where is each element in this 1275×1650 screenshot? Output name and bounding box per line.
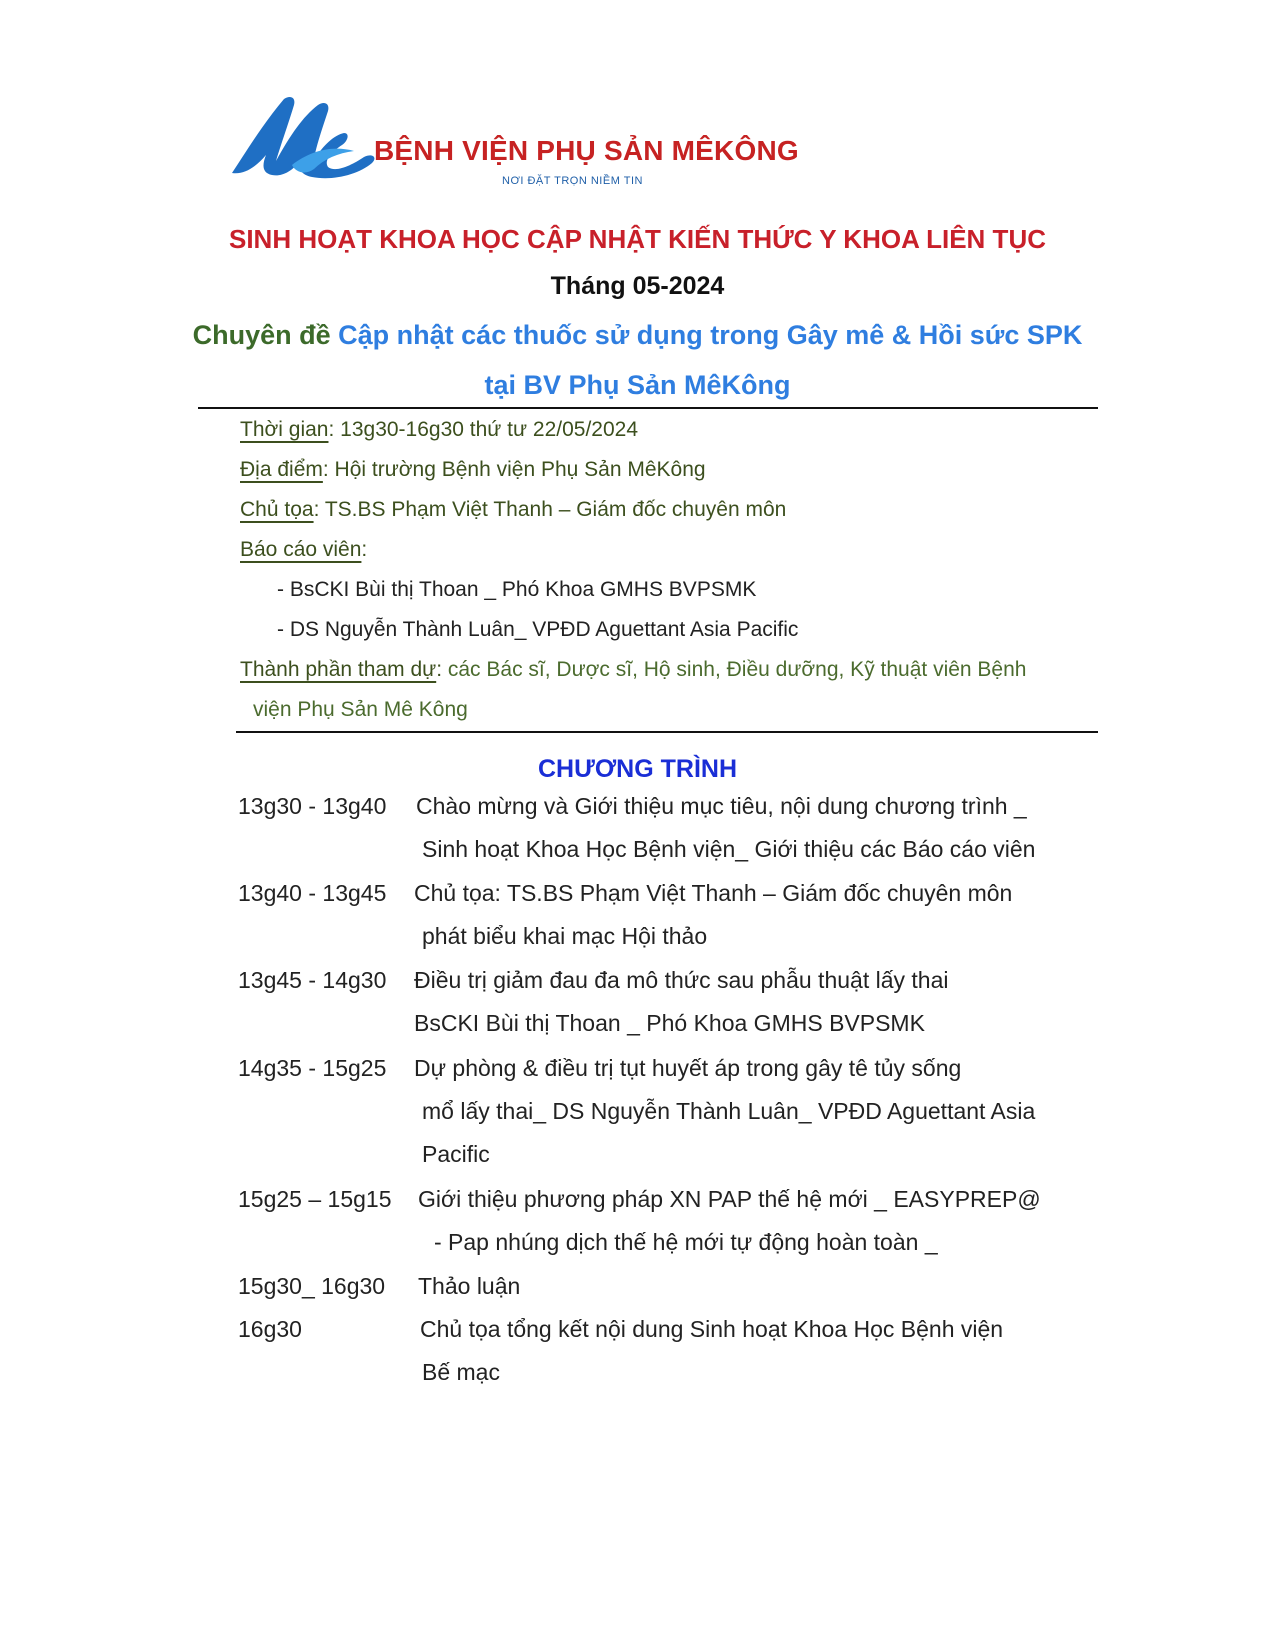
attend-label: Thành phần tham dự: [240, 658, 437, 681]
page-title: SINH HOẠT KHOA HỌC CẬP NHẬT KIẾN THỨC Y KHOA LIÊN TỤC: [228, 224, 1046, 254]
attend-colon: :: [436, 658, 443, 681]
program-text: mổ lấy thai_ DS Nguyễn Thành Luân_ VPĐD Aguettant Asia: [422, 1098, 1036, 1124]
topic-text: Cập nhật các thuốc sử dụng trong Gây mê & Hồi sức SPK: [338, 320, 1083, 350]
topic-line-1: [0, 320, 1275, 351]
program-text: Chào mừng và Giới thiệu mục tiêu, nội dung chương trình _: [416, 793, 1027, 819]
chair-label: Chủ tọa: [240, 498, 314, 521]
place-label: Địa điểm: [240, 458, 323, 481]
program-text: Sinh hoạt Khoa Học Bệnh viện_ Giới thiệu các Báo cáo viên: [422, 836, 1036, 862]
program-text: - Pap nhúng dịch thế hệ mới tự động hoàn toàn _: [434, 1229, 938, 1255]
chair-value: : TS.BS Phạm Việt Thanh – Giám đốc chuyên môn: [313, 498, 787, 521]
topic-line-2: tại BV Phụ Sản MêKông: [484, 370, 791, 400]
program-text: Chủ tọa tổng kết nội dung Sinh hoạt Khoa Học Bệnh viện: [420, 1316, 1004, 1342]
info-place: [240, 458, 706, 482]
program-time: 13g30 - 13g40: [238, 793, 387, 819]
program-time: 15g25 – 15g15: [238, 1186, 392, 1212]
program-time: 14g35 - 15g25: [238, 1055, 387, 1081]
month-subtitle: Tháng 05-2024: [550, 272, 725, 300]
logo-slogan: NƠI ĐẶT TRỌN NIỀM TIN: [502, 175, 643, 187]
program-text: Bế mạc: [422, 1359, 500, 1385]
info-attendees: [240, 658, 1026, 682]
speaker-item: - BsCKI Bùi thị Thoan _ Phó Khoa GMHS BVPSMK: [277, 578, 757, 601]
attend-value-cont: viện Phụ Sản Mê Kông: [253, 698, 468, 721]
program-text: Pacific: [422, 1141, 490, 1167]
place-value: : Hội trường Bệnh viện Phụ Sản MêKông: [322, 458, 706, 481]
program-time: 13g40 - 13g45: [238, 880, 387, 906]
logo-mark-icon: [232, 95, 382, 185]
time-label: Thời gian: [240, 418, 329, 441]
logo-name: BỆNH VIỆN PHỤ SẢN MÊKÔNG: [374, 135, 799, 166]
info-speakers: [240, 538, 367, 562]
divider-top: [198, 407, 1098, 409]
program-text: Điều trị giảm đau đa mô thức sau phẫu thuật lấy thai: [414, 967, 949, 993]
program-title: CHƯƠNG TRÌNH: [538, 755, 737, 783]
program-text: BsCKI Bùi thị Thoan _ Phó Khoa GMHS BVPSMK: [414, 1010, 925, 1036]
speakers-colon: :: [361, 538, 368, 561]
hospital-logo: [232, 95, 799, 195]
attend-value: các Bác sĩ, Dược sĩ, Hộ sinh, Điều dưỡng, Kỹ thuật viên Bệnh: [442, 658, 1027, 681]
time-value: : 13g30-16g30 thứ tư 22/05/2024: [328, 418, 639, 441]
program-text: Dự phòng & điều trị tụt huyết áp trong gây tê tủy sống: [414, 1055, 962, 1081]
speakers-label: Báo cáo viên: [240, 538, 362, 561]
info-time: [240, 418, 638, 442]
topic-label: Chuyên đề: [192, 320, 331, 350]
program-time: 16g30: [238, 1316, 302, 1342]
program-text: phát biểu khai mạc Hội thảo: [422, 923, 708, 949]
program-text: Giới thiệu phương pháp XN PAP thế hệ mới _ EASYPREP@: [418, 1186, 1041, 1212]
program-text: Chủ tọa: TS.BS Phạm Việt Thanh – Giám đốc chuyên môn: [414, 880, 1013, 906]
program-text: Thảo luận: [418, 1273, 521, 1299]
divider-bottom: [236, 731, 1098, 733]
speaker-item: - DS Nguyễn Thành Luân_ VPĐD Aguettant Asia Pacific: [277, 618, 799, 641]
program-time: 15g30_ 16g30: [238, 1273, 386, 1299]
info-chair: [240, 498, 786, 522]
program-time: 13g45 - 14g30: [238, 967, 387, 993]
